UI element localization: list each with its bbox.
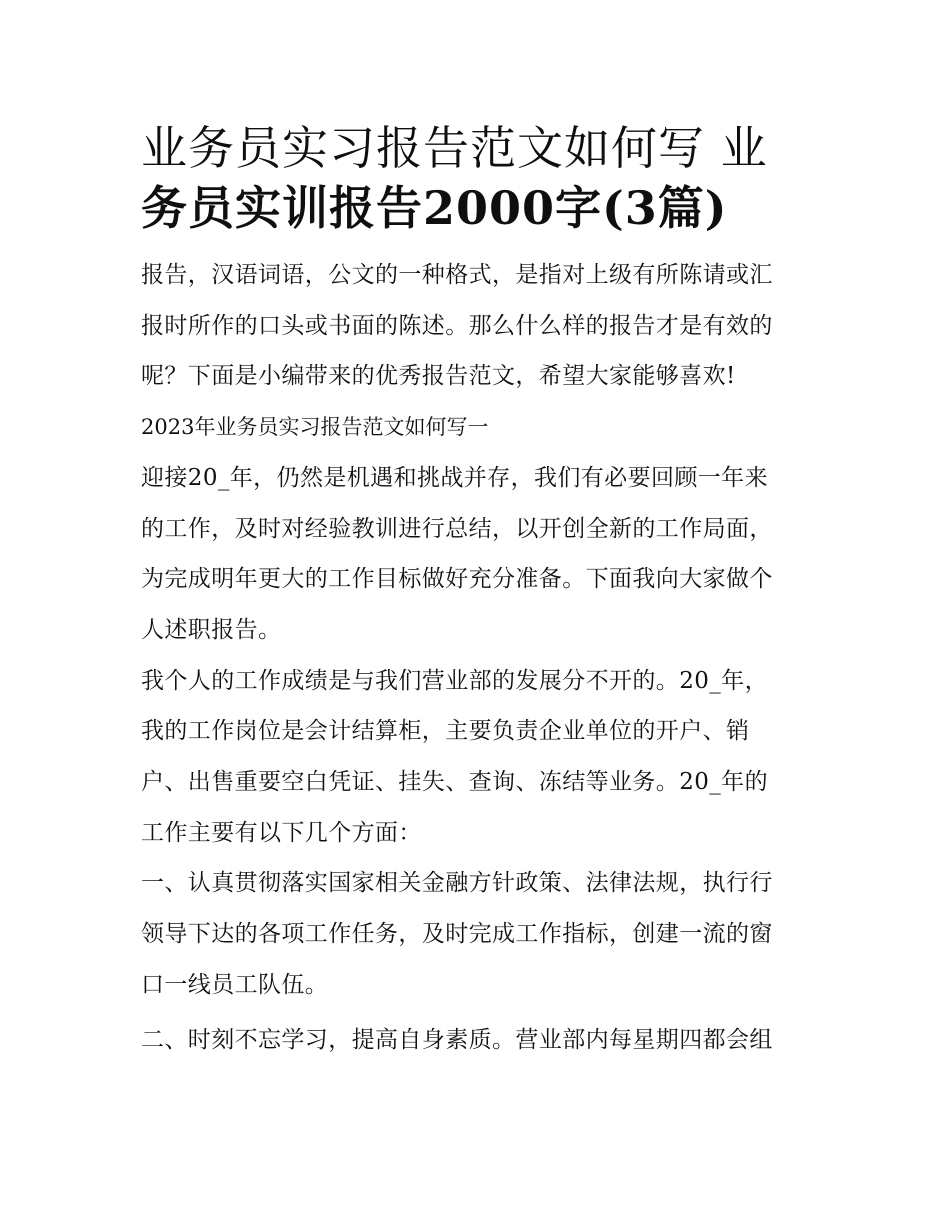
intro-line: 呢？下面是小编带来的优秀报告范文，希望大家能够喜欢! bbox=[141, 363, 736, 390]
paragraph-3 bbox=[141, 858, 813, 1010]
paragraph-line: 我的工作岗位是会计结算柜，主要负责企业单位的开户、销 bbox=[141, 718, 750, 745]
section-heading: 2023年业务员实习报告范文如何写一 bbox=[141, 415, 489, 440]
paragraph-line: 的工作，及时对经验教训进行总结，以开创全新的工作局面， bbox=[141, 515, 773, 542]
paragraph-4 bbox=[141, 1015, 813, 1066]
paragraph-line: 一、认真贯彻落实国家相关金融方针政策、法律法规，执行行 bbox=[141, 870, 773, 897]
paragraph-line: 口一线员工队伍。 bbox=[141, 971, 329, 998]
paragraph-1 bbox=[141, 453, 813, 656]
paragraph-line: 二、时刻不忘学习，提高自身素质。营业部内每星期四都会组 bbox=[141, 1026, 773, 1053]
title-line-2: 务员实训报告2000字(3篇) bbox=[141, 181, 728, 235]
intro-line: 报告，汉语词语，公文的一种格式，是指对上级有所陈请或汇 bbox=[141, 262, 773, 288]
paragraph-line: 为完成明年更大的工作目标做好充分准备。下面我向大家做个 bbox=[141, 566, 773, 593]
paragraph-line: 我个人的工作成绩是与我们营业部的发展分不开的。20_年， bbox=[141, 667, 768, 694]
document-body bbox=[141, 250, 813, 1065]
intro-paragraph bbox=[141, 250, 813, 402]
paragraph-2 bbox=[141, 656, 813, 859]
document-page bbox=[141, 118, 813, 1065]
paragraph-line: 工作主要有以下几个方面： bbox=[141, 819, 422, 846]
paragraph-line: 户、出售重要空白凭证、挂失、查询、冻结等业务。20_年的 bbox=[141, 769, 768, 796]
paragraph-line: 迎接20_年，仍然是机遇和挑战并存，我们有必要回顾一年来 bbox=[141, 464, 768, 491]
document-title bbox=[141, 118, 813, 238]
intro-line: 报时所作的口头或书面的陈述。那么什么样的报告才是有效的 bbox=[141, 312, 773, 339]
title-line-1: 业务员实习报告范文如何写 业 bbox=[141, 121, 768, 175]
paragraph-line: 人述职报告。 bbox=[141, 616, 282, 643]
paragraph-line: 领导下达的各项工作任务，及时完成工作指标，创建一流的窗 bbox=[141, 921, 773, 948]
